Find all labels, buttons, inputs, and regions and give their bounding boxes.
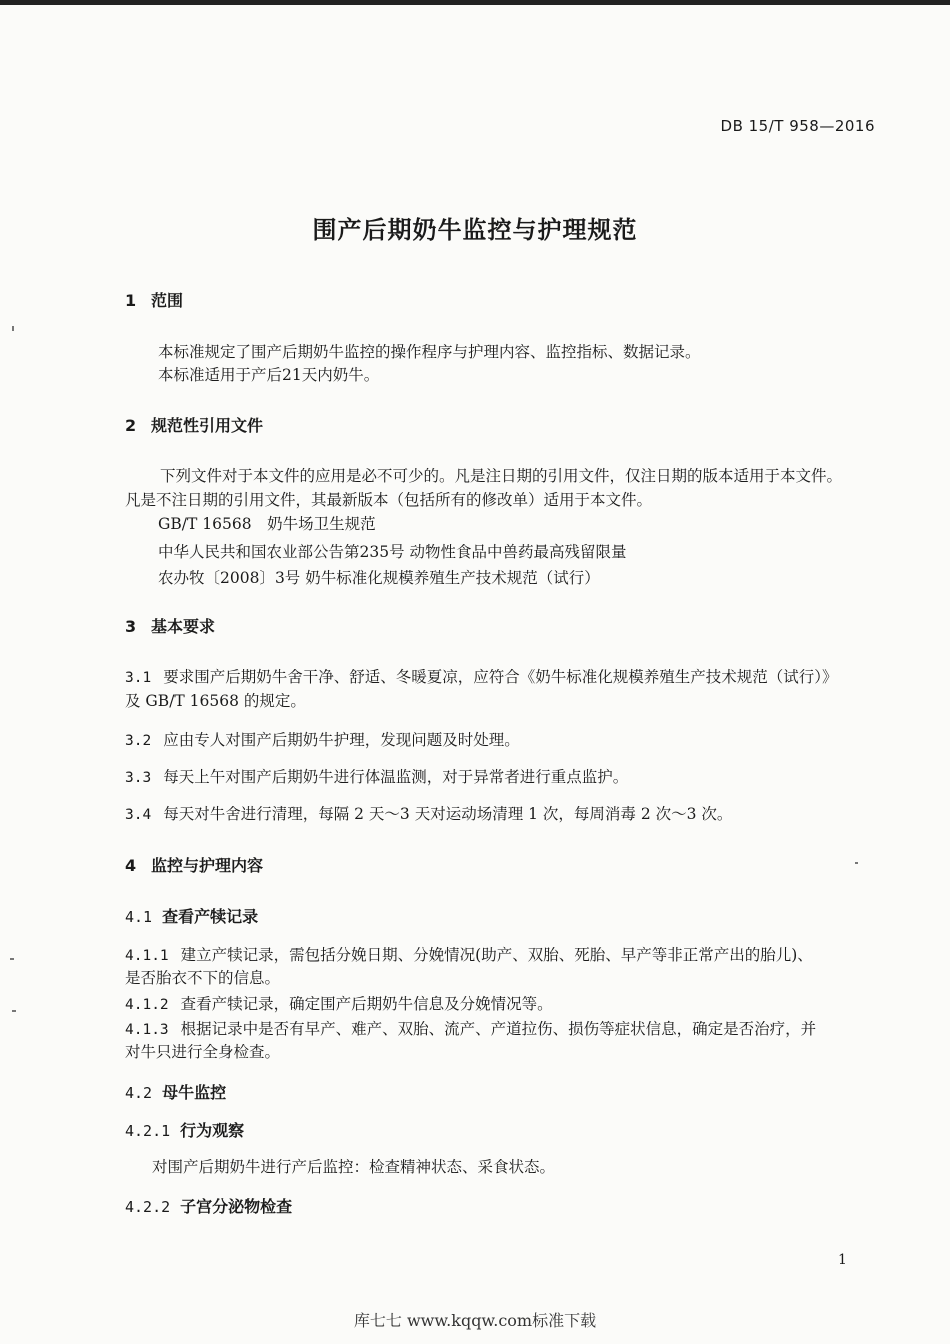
clause-number: 4.1.1 bbox=[125, 948, 169, 964]
subsection-4-2-heading bbox=[125, 1080, 226, 1103]
paragraph: 本标准规定了围产后期奶牛监控的操作程序与护理内容、监控指标、数据记录。 bbox=[158, 343, 701, 361]
paragraph-continued: 凡是不注日期的引用文件，其最新版本（包括所有的修改单）适用于本文件。 bbox=[125, 491, 653, 509]
clause-number: 3.2 bbox=[125, 733, 152, 749]
clause-text: 建立产犊记录，需包括分娩日期、分娩情况(助产、双胎、死胎、早产等非正常产出的胎儿)、 bbox=[180, 946, 813, 964]
clause-number: 4.1.3 bbox=[125, 1022, 169, 1038]
section-number: 1 bbox=[125, 291, 137, 310]
clause-continued: 是否胎衣不下的信息。 bbox=[125, 969, 281, 987]
clause-3-3 bbox=[125, 766, 628, 790]
clause-continued: 及 GB/T 16568 的规定。 bbox=[125, 692, 306, 710]
subsection-title: 母牛监控 bbox=[162, 1083, 227, 1102]
section-1-heading bbox=[125, 288, 183, 311]
subsection-title: 查看产犊记录 bbox=[162, 907, 259, 926]
scan-speck bbox=[10, 958, 14, 960]
clause-3-1 bbox=[125, 666, 837, 690]
scan-speck bbox=[855, 862, 858, 864]
section-title: 规范性引用文件 bbox=[151, 416, 264, 435]
subsection-number: 4.2 bbox=[125, 1084, 153, 1102]
paragraph: 下列文件对于本文件的应用是必不可少的。凡是注日期的引用文件，仅注日期的版本适用于本文件。 bbox=[160, 467, 843, 485]
subsection-number: 4.2.1 bbox=[125, 1122, 171, 1140]
clause-number: 3.1 bbox=[125, 670, 152, 686]
paragraph: 本标准适用于产后21天内奶牛。 bbox=[158, 366, 380, 384]
clause-4-1-1 bbox=[125, 944, 813, 968]
section-4-heading bbox=[125, 853, 263, 876]
subsection-number: 4.1 bbox=[125, 908, 153, 926]
section-title: 范围 bbox=[151, 291, 184, 310]
standard-code: DB 15/T 958—2016 bbox=[720, 117, 875, 135]
clause-text: 每天上午对围产后期奶牛进行体温监测，对于异常者进行重点监护。 bbox=[163, 768, 629, 786]
top-border-rule bbox=[0, 0, 950, 5]
section-3-heading bbox=[125, 614, 215, 637]
clause-number: 3.4 bbox=[125, 807, 152, 823]
section-title: 监控与护理内容 bbox=[151, 856, 264, 875]
clause-text: 每天对牛舍进行清理，每隔 2 天～3 天对运动场清理 1 次，每周消毒 2 次～3 次。 bbox=[163, 805, 733, 823]
normative-reference: 农办牧〔2008〕3号 奶牛标准化规模养殖生产技术规范（试行） bbox=[158, 569, 600, 587]
clause-text: 要求围产后期奶牛舍干净、舒适、冬暖夏凉，应符合《奶牛标准化规模养殖生产技术规范（试行）》 bbox=[163, 668, 838, 686]
watermark-footer: 库七七 www.kqqw.com标准下载 bbox=[353, 1311, 597, 1330]
paragraph: 对围产后期奶牛进行产后监控：检查精神状态、采食状态。 bbox=[152, 1158, 556, 1176]
section-number: 4 bbox=[125, 856, 137, 875]
clause-continued: 对牛只进行全身检查。 bbox=[125, 1043, 281, 1061]
clause-number: 4.1.2 bbox=[125, 997, 169, 1013]
clause-4-1-3 bbox=[125, 1018, 816, 1042]
clause-3-4 bbox=[125, 803, 732, 827]
clause-3-2 bbox=[125, 729, 520, 753]
clause-text: 根据记录中是否有早产、难产、双胎、流产、产道拉伤、损伤等症状信息，确定是否治疗，并 bbox=[180, 1020, 817, 1038]
subsection-4-2-1-heading bbox=[125, 1118, 244, 1141]
normative-reference: GB/T 16568 奶牛场卫生规范 bbox=[158, 515, 376, 533]
normative-reference: 中华人民共和国农业部公告第235号 动物性食品中兽药最高残留限量 bbox=[158, 543, 627, 561]
subsection-4-2-2-heading bbox=[125, 1194, 292, 1217]
clause-4-1-2 bbox=[125, 993, 553, 1017]
subsection-title: 子宫分泌物检查 bbox=[180, 1197, 293, 1216]
section-2-heading bbox=[125, 413, 263, 436]
document-title: 围产后期奶牛监控与护理规范 bbox=[312, 216, 638, 244]
subsection-4-1-heading bbox=[125, 904, 258, 927]
subsection-title: 行为观察 bbox=[180, 1121, 245, 1140]
section-number: 2 bbox=[125, 416, 137, 435]
section-title: 基本要求 bbox=[151, 617, 216, 636]
scan-speck bbox=[12, 326, 14, 331]
scan-speck bbox=[12, 1010, 16, 1012]
clause-text: 查看产犊记录，确定围产后期奶牛信息及分娩情况等。 bbox=[180, 995, 553, 1013]
page-number: 1 bbox=[838, 1252, 847, 1268]
subsection-number: 4.2.2 bbox=[125, 1198, 171, 1216]
clause-text: 应由专人对围产后期奶牛护理，发现问题及时处理。 bbox=[163, 731, 520, 749]
clause-number: 3.3 bbox=[125, 770, 152, 786]
section-number: 3 bbox=[125, 617, 137, 636]
